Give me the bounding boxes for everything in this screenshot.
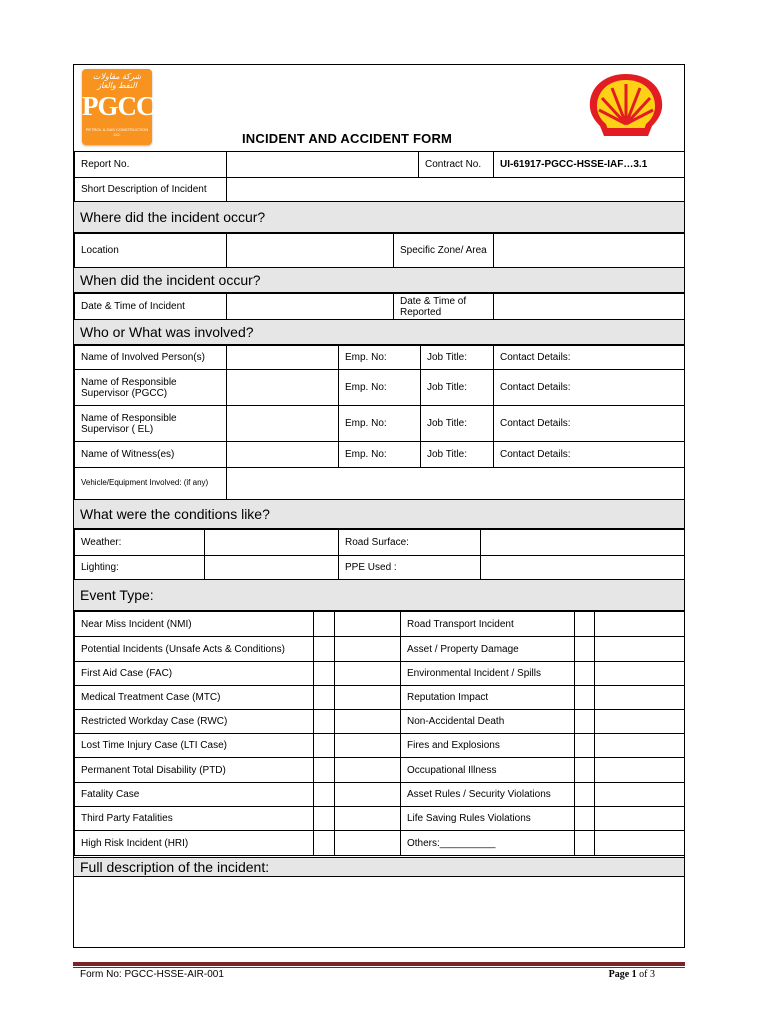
event-row bbox=[75, 612, 685, 637]
event-type-label: Permanent Total Disability (PTD) bbox=[75, 758, 314, 783]
event-type-label: Reputation Impact bbox=[401, 686, 575, 710]
short-desc-field[interactable] bbox=[227, 178, 685, 202]
footer-rule bbox=[73, 962, 685, 966]
logo-main-text: PGCC bbox=[82, 91, 155, 121]
event-checkbox[interactable] bbox=[314, 710, 335, 734]
event-type-label: Occupational Illness bbox=[401, 758, 575, 783]
event-remark-field[interactable] bbox=[595, 662, 685, 686]
event-row bbox=[75, 734, 685, 758]
shell-pecten-logo bbox=[582, 68, 670, 148]
job-title-label: Job Title: bbox=[421, 370, 494, 406]
event-type-label: Others:__________ bbox=[401, 831, 575, 856]
event-row bbox=[75, 637, 685, 662]
event-checkbox[interactable] bbox=[314, 758, 335, 783]
event-remark-field[interactable] bbox=[595, 686, 685, 710]
job-title-label: Job Title: bbox=[421, 406, 494, 442]
contract-no-label: Contract No. bbox=[419, 152, 494, 178]
who-name-field[interactable] bbox=[227, 346, 339, 370]
event-checkbox[interactable] bbox=[314, 807, 335, 831]
event-row bbox=[75, 710, 685, 734]
zone-field[interactable] bbox=[494, 234, 685, 268]
who-name-field[interactable] bbox=[227, 370, 339, 406]
event-remark-field[interactable] bbox=[335, 783, 401, 807]
event-row bbox=[75, 807, 685, 831]
reported-label: Date & Time of Reported bbox=[394, 294, 494, 320]
pgcc-logo bbox=[82, 69, 155, 145]
event-row bbox=[75, 783, 685, 807]
emp-no-label: Emp. No: bbox=[339, 370, 421, 406]
conditions-table bbox=[74, 529, 685, 580]
who-row-label: Name of Responsible Supervisor (PGCC) bbox=[75, 370, 227, 406]
report-no-label: Report No. bbox=[75, 152, 227, 178]
contact-label: Contact Details: bbox=[494, 406, 685, 442]
event-row bbox=[75, 758, 685, 783]
event-checkbox[interactable] bbox=[314, 831, 335, 856]
who-row-label: Name of Responsible Supervisor ( EL) bbox=[75, 406, 227, 442]
emp-no-label: Emp. No: bbox=[339, 346, 421, 370]
event-type-table bbox=[74, 611, 685, 856]
section-who: Who or What was involved? bbox=[74, 319, 684, 345]
event-type-label: Asset / Property Damage bbox=[401, 637, 575, 662]
event-remark-field[interactable] bbox=[595, 783, 685, 807]
logo-arabic-text: شركة مقاولات النفط والغاز bbox=[92, 72, 142, 90]
event-row bbox=[75, 686, 685, 710]
reported-field[interactable] bbox=[494, 294, 685, 320]
event-checkbox[interactable] bbox=[314, 783, 335, 807]
page-number bbox=[609, 969, 655, 980]
event-remark-field[interactable] bbox=[335, 637, 401, 662]
incident-form bbox=[73, 64, 685, 948]
event-checkbox[interactable] bbox=[575, 662, 595, 686]
section-event: Event Type: bbox=[74, 579, 684, 611]
event-type-label: Medical Treatment Case (MTC) bbox=[75, 686, 314, 710]
section-description: Full description of the incident: bbox=[74, 857, 684, 877]
short-desc-label: Short Description of Incident bbox=[75, 178, 227, 202]
event-type-label: Life Saving Rules Violations bbox=[401, 807, 575, 831]
event-type-label: Near Miss Incident (NMI) bbox=[75, 612, 314, 637]
event-checkbox[interactable] bbox=[314, 734, 335, 758]
footer-rule-thin bbox=[73, 967, 685, 968]
lighting-field[interactable] bbox=[205, 556, 339, 580]
event-remark-field[interactable] bbox=[335, 758, 401, 783]
event-checkbox[interactable] bbox=[575, 612, 595, 637]
event-remark-field[interactable] bbox=[595, 710, 685, 734]
page-label: Page bbox=[608, 969, 630, 980]
event-type-label: Fires and Explosions bbox=[401, 734, 575, 758]
contact-label: Contact Details: bbox=[494, 370, 685, 406]
who-table bbox=[74, 345, 685, 500]
road-surface-field[interactable] bbox=[481, 530, 685, 556]
event-type-label: Road Transport Incident bbox=[401, 612, 575, 637]
datetime-field[interactable] bbox=[227, 294, 394, 320]
event-type-label: Potential Incidents (Unsafe Acts & Conditions) bbox=[75, 637, 314, 662]
emp-no-label: Emp. No: bbox=[339, 406, 421, 442]
vehicle-field[interactable] bbox=[227, 468, 685, 500]
emp-no-label: Emp. No: bbox=[339, 442, 421, 468]
event-remark-field[interactable] bbox=[335, 807, 401, 831]
event-checkbox[interactable] bbox=[575, 758, 595, 783]
road-surface-label: Road Surface: bbox=[339, 530, 481, 556]
event-type-label: Non-Accidental Death bbox=[401, 710, 575, 734]
event-checkbox[interactable] bbox=[575, 807, 595, 831]
datetime-label: Date & Time of Incident bbox=[75, 294, 227, 320]
section-when: When did the incident occur? bbox=[74, 267, 684, 293]
event-remark-field[interactable] bbox=[595, 612, 685, 637]
event-remark-field[interactable] bbox=[335, 734, 401, 758]
event-checkbox[interactable] bbox=[314, 637, 335, 662]
where-table bbox=[74, 233, 685, 268]
contact-label: Contact Details: bbox=[494, 442, 685, 468]
event-remark-field[interactable] bbox=[335, 686, 401, 710]
location-label: Location bbox=[75, 234, 227, 268]
ppe-field[interactable] bbox=[481, 556, 685, 580]
zone-label: Specific Zone/ Area bbox=[394, 234, 494, 268]
event-checkbox[interactable] bbox=[575, 637, 595, 662]
event-remark-field[interactable] bbox=[595, 831, 685, 856]
job-title-label: Job Title: bbox=[421, 346, 494, 370]
contact-label: Contact Details: bbox=[494, 346, 685, 370]
who-row-label: Name of Involved Person(s) bbox=[75, 346, 227, 370]
event-checkbox[interactable] bbox=[575, 783, 595, 807]
who-name-field[interactable] bbox=[227, 406, 339, 442]
event-remark-field[interactable] bbox=[595, 807, 685, 831]
event-type-label: Lost Time Injury Case (LTI Case) bbox=[75, 734, 314, 758]
event-checkbox[interactable] bbox=[314, 686, 335, 710]
event-type-label: Asset Rules / Security Violations bbox=[401, 783, 575, 807]
event-remark-field[interactable] bbox=[335, 662, 401, 686]
event-checkbox[interactable] bbox=[314, 662, 335, 686]
event-type-label: High Risk Incident (HRI) bbox=[75, 831, 314, 856]
event-remark-field[interactable] bbox=[595, 637, 685, 662]
event-checkbox[interactable] bbox=[575, 686, 595, 710]
weather-label: Weather: bbox=[75, 530, 205, 556]
event-checkbox[interactable] bbox=[575, 710, 595, 734]
event-type-label: Environmental Incident / Spills bbox=[401, 662, 575, 686]
event-checkbox[interactable] bbox=[575, 734, 595, 758]
weather-field[interactable] bbox=[205, 530, 339, 556]
event-type-label: Fatality Case bbox=[75, 783, 314, 807]
lighting-label: Lighting: bbox=[75, 556, 205, 580]
form-header bbox=[74, 65, 684, 151]
location-field[interactable] bbox=[227, 234, 394, 268]
event-type-label: Third Party Fatalities bbox=[75, 807, 314, 831]
description-field[interactable] bbox=[74, 877, 684, 947]
event-remark-field[interactable] bbox=[335, 612, 401, 637]
who-name-field[interactable] bbox=[227, 442, 339, 468]
ppe-label: PPE Used : bbox=[339, 556, 481, 580]
event-remark-field[interactable] bbox=[595, 758, 685, 783]
report-table bbox=[74, 151, 685, 202]
event-remark-field[interactable] bbox=[335, 710, 401, 734]
event-remark-field[interactable] bbox=[595, 734, 685, 758]
contract-no-value: UI-61917-PGCC-HSSE-IAF…3.1 bbox=[494, 152, 685, 178]
event-type-label: First Aid Case (FAC) bbox=[75, 662, 314, 686]
section-where: Where did the incident occur? bbox=[74, 201, 684, 233]
event-checkbox[interactable] bbox=[575, 831, 595, 856]
form-title: INCIDENT AND ACCIDENT FORM bbox=[242, 131, 453, 146]
report-no-field[interactable] bbox=[227, 152, 419, 178]
event-checkbox[interactable] bbox=[314, 612, 335, 637]
form-number: Form No: PGCC-HSSE-AIR-001 bbox=[80, 969, 224, 980]
who-row-label: Name of Witness(es) bbox=[75, 442, 227, 468]
when-table bbox=[74, 293, 685, 320]
event-type-label: Restricted Workday Case (RWC) bbox=[75, 710, 314, 734]
section-conditions: What were the conditions like? bbox=[74, 499, 684, 529]
page-total: of 3 bbox=[639, 969, 655, 980]
event-remark-field[interactable] bbox=[335, 831, 401, 856]
logo-sub-text: PETROL & GAS CONSTRUCTION CO. bbox=[85, 127, 149, 137]
event-row bbox=[75, 831, 685, 856]
event-row bbox=[75, 662, 685, 686]
vehicle-label: Vehicle/Equipment Involved: (if any) bbox=[75, 468, 227, 500]
page-current: 1 bbox=[631, 969, 637, 980]
job-title-label: Job Title: bbox=[421, 442, 494, 468]
